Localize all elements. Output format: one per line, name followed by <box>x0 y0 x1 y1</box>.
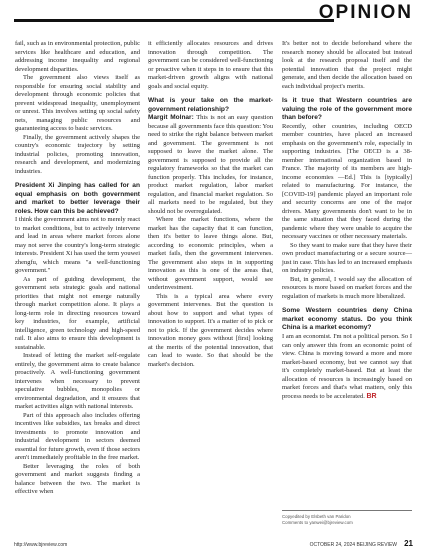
page-footer <box>0 536 427 556</box>
article-column-3 <box>282 40 412 401</box>
header-rule <box>14 19 334 22</box>
paragraph: But, in general, I would say the allocation of resources is more based on market forces and the regulation of markets is much more liberalized. <box>282 275 412 300</box>
end-mark: BR <box>366 392 377 400</box>
paragraph: This is a typical area where every government intervenes. But the question is about how to support and what types of innovation to support. It's a matter of to pick or not to pick. If the government decides where innovation money goes without [first] looking at the merits of the potential innovation, that can lead to waste. So that should be the market's decision. <box>148 292 273 368</box>
interview-question: What is your take on the market-government relationship? <box>148 97 273 113</box>
section-label: OPINION <box>318 2 413 23</box>
paragraph: So they want to make sure that they have their own product manufacturing or a secure source—just in case. This has led to an increased emphasis on industry policies. <box>282 241 412 275</box>
paragraph: fail, such as in environmental protection, public services like healthcare and education, and addressing income inequality and regional development disparities. <box>15 40 140 73</box>
paragraph: it efficiently allocates resources and drives innovation through competition. The government can be considered well-functioning or proactive when it steps in to ensure that this market-driven growth aligns with national goals and social equity. <box>148 40 273 90</box>
footer-issue: OCTOBER 24, 2024 BEIJING REVIEW <box>309 542 397 548</box>
article-column-1 <box>15 40 140 497</box>
paragraph: I think the government aims not to merely react to market conditions, but to actively intervene and lead in areas where market forces alone may not serve the country's long-term strategic interests. President Xi has used the term youwei zhengfu, which means "a well-functioning government." <box>15 216 140 275</box>
paragraph: Finally, the government actively shapes the country's economic trajectory by setting industrial policies, promoting innovation, research and development, and modernizing industries. <box>15 133 140 175</box>
page-header <box>0 0 427 34</box>
speaker-name: Margit Molnar: <box>148 114 194 122</box>
comments-contact: Comments to yanwei@bjreview.com <box>282 520 353 525</box>
paragraph: Recently, other countries, including OECD member countries, have placed an increased emphasis on the government's role, especially in supporting industries. [The OECD is a 38-member international organization based in France. The majority of its members are high-income economies —Ed.] This is [typically] related to manufacturing. For instance, the [COVID-19] pandemic played an important role and security concerns are one of the major drivers. Many governments don't want to be in the same situation that they faced during the pandemic where they were unable to acquire the necessary vaccines or other necessary materials. <box>282 122 412 241</box>
answer-text: This is not an easy question because all governments face this question: You need to strike the right balance between market and government. The government is not supposed to leave the market alone. The government is supposed to provide all the regulatory frameworks so that the market can function properly. This includes, for instance, product market regulation, labor market regulation, and financial market regulation. So all markets need to be regulated, but they should not be overregulated. <box>148 114 273 215</box>
paragraph: Better leveraging the roles of both government and market suggests finding a balance between the two. The market is effective when <box>15 462 140 496</box>
answer-paragraph <box>148 114 273 216</box>
interview-question: President Xi Jinping has called for an equal emphasis on both government and market to better leverage their roles. How can this be achieved? <box>15 182 140 215</box>
paragraph: It's better not to decide beforehand where the research money should be allocated but instead look at the research proposal itself and the potential innovation that the project might generate, and then decide the allocation based on each individual project's merits. <box>282 40 412 90</box>
paragraph: Part of this approach also includes offering incentives like subsidies, tax breaks and direct investments to promote innovation and industrial development in sectors deemed essential for future growth, even if those sectors aren't immediately profitable in the free market. <box>15 411 140 462</box>
interview-question: Is it true that Western countries are valuing the role of the government more than before? <box>282 97 412 122</box>
paragraph: As part of guiding development, the government sets strategic goals and national priorities that might not emerge naturally through market competition alone. It plays a long-term role in directing resources toward key industries, for example, artificial intelligence, green technology and high-speed rail. It also aims to ensure this development is sustainable. <box>15 275 140 351</box>
closing-paragraph <box>282 333 412 401</box>
closing-text: I am an economist. I'm not a political person. So I can only answer this from an economic point of view. China is moving toward a more and more market-based economy, but we cannot say that it's completely market-based. But at least the allocation of resources is increasingly based on market forces and that's what matters, only this process needs to be accelerated. <box>282 333 412 400</box>
article-column-2 <box>148 40 273 369</box>
paragraph: Where the market functions, where the market has the capacity that it can function, then it's better to leave things alone. But, according to economic principles, when a market fails, then the government intervenes. The government also steps in in supporting innovation as this is one of the areas that, without government support, would see underinvestment. <box>148 216 273 292</box>
page-number: 21 <box>404 539 413 548</box>
paragraph: The government also views itself as responsible for ensuring social stability and development through economic policies that prevent widespread inequality, unemployment or unrest. This involves setting up social safety nets, managing public resources and guaranteeing access to basic services. <box>15 74 140 132</box>
paragraph: Instead of letting the market self-regulate entirely, the government aims to create balance proactively. A well-functioning government intervenes when necessary to prevent speculative bubbles, monopolies or environmental degradation, and it ensures that market activities align with national interests. <box>15 352 140 411</box>
editor-footnote <box>282 510 412 526</box>
footer-url: http://www.bjreview.com <box>14 542 68 548</box>
copyedit-credit: Copyedited by Elsbeth van Paridon <box>282 514 351 519</box>
interview-question: Some Western countries deny China market economy status. Do you think China is a market economy? <box>282 307 412 332</box>
